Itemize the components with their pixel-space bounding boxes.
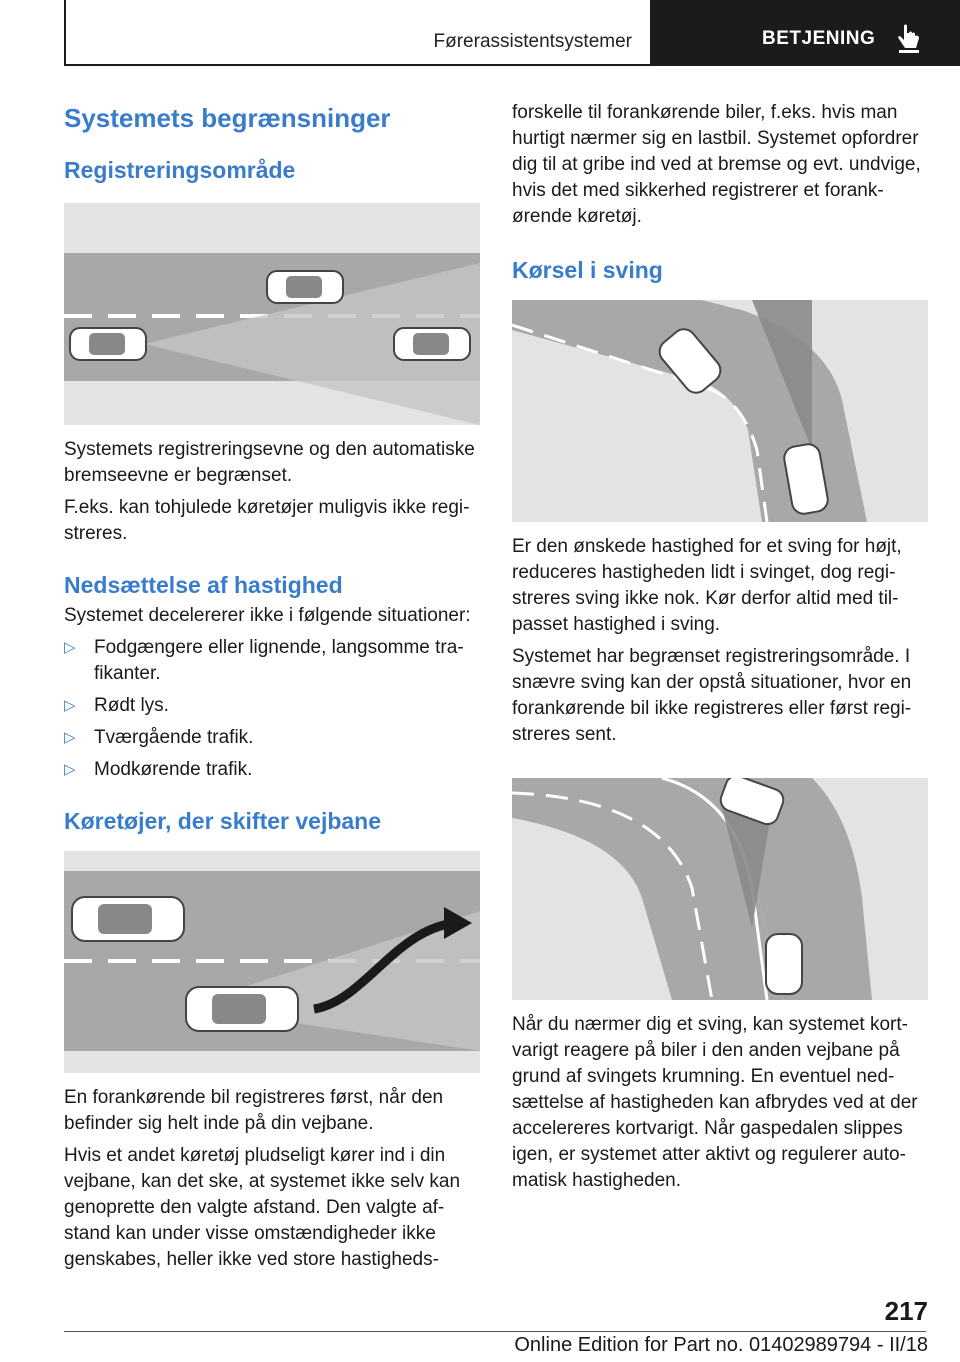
heading-koersel-i-sving: Kørsel i sving [512,257,663,283]
car-ahead-right [394,328,470,360]
car-own [186,987,298,1031]
situation-list [64,635,480,783]
paragraph: Systemets registreringsevne og den automatiske bremseevne er begrænset. [64,439,475,486]
paragraph: En forankørende bil registreres først, når den befinder sig helt inde på din vejbane. [64,1087,444,1134]
triangle-bullet-icon: ▷ [64,639,76,656]
paragraph: Systemet decelererer ikke i følgende situationer: [64,605,471,626]
page-number: 217 [884,1296,928,1326]
heading-vejbane: Køretøjer, der skifter vejbane [64,808,382,834]
heading-nedsaettelse: Nedsættelse af hastighed [64,572,343,598]
list-item: ▷ Tværgående trafik. [64,725,480,751]
page-title: Systemets begrænsninger [64,103,391,133]
hand-pointer-icon [896,24,922,54]
paragraph: forskelle til forankørende biler, f.eks. hvis man hurtigt nærmer sig en lastbil. Systemet opfordrer dig til at gribe ind ved at bremse og evt. undvige, hvis det med sikkerhed registrerer et forank-ørende køretøj. [512,102,921,227]
paragraph: F.eks. kan tohjulede køretøjer muligvis ikke regi-streres. [64,497,470,544]
triangle-bullet-icon: ▷ [64,697,76,714]
list-item: ▷ Modkørende trafik. [64,757,480,783]
list-item: ▷ Fodgængere eller lignende, langsomme tra-fikanter. [64,637,464,684]
car-ahead-top [267,271,343,303]
detection-range-illustration [64,203,480,425]
heading-registreringsomraade: Registreringsområde [64,157,296,183]
paragraph: Hvis et andet køretøj pludseligt kører ind i din vejbane, kan det ske, at systemet ikke selv kan genoprette den valgte afstand. Den valgte af-stand kan under visse omstændigheder ikke genskabes, heller ikke ved store hastigheds- [64,1145,461,1270]
lane-change-illustration [64,851,480,1073]
list-item: ▷ Rødt lys. [64,693,480,719]
curve-illustration [512,300,928,522]
right-column [512,100,928,1194]
triangle-bullet-icon: ▷ [64,729,76,746]
paragraph: Er den ønskede hastighed for et sving for højt, reduceres hastigheden lidt i svinget, dog regi-streres sving ikke nok. Kør derfor altid med til-passet hastighed i sving. [512,536,902,635]
header-section-title: Førerassistentsystemer [433,31,632,52]
figure-curve-driving [512,300,928,522]
footer-rule [64,1331,926,1332]
triangle-bullet-icon: ▷ [64,761,76,778]
figure-curve-adjacent-lane [512,778,928,1000]
footer-edition: Online Edition for Part no. 01402989794 - II/18 [514,1334,928,1356]
car-own [766,934,802,994]
chapter-tab-label: BETJENING [762,28,876,49]
header-bottom-rule [64,64,650,66]
curve-adjacent-lane-illustration [512,778,928,1000]
header-chapter-tab[interactable] [650,0,960,66]
figure-detection-range [64,203,480,425]
figure-lane-change [64,851,480,1073]
car-changing-lane [72,897,184,941]
left-column [64,100,480,1273]
car-own [70,328,146,360]
paragraph: Når du nærmer dig et sving, kan systemet kort-varigt reagere på biler i den anden vejbane på grund af svingets krumning. En eventuel ned-sættelse af hastigheden kan afbrydes ved at der accelereres kortvarigt. Når gaspedalen slippes igen, er systemet atter aktivt og regulerer auto-matisk hastigheden. [512,1014,918,1191]
paragraph: Systemet har begrænset registreringsområde. I snævre sving kan der opstå situationer, hvor en forankørende bil ikke registreres eller først regi-streres sent. [512,646,912,745]
